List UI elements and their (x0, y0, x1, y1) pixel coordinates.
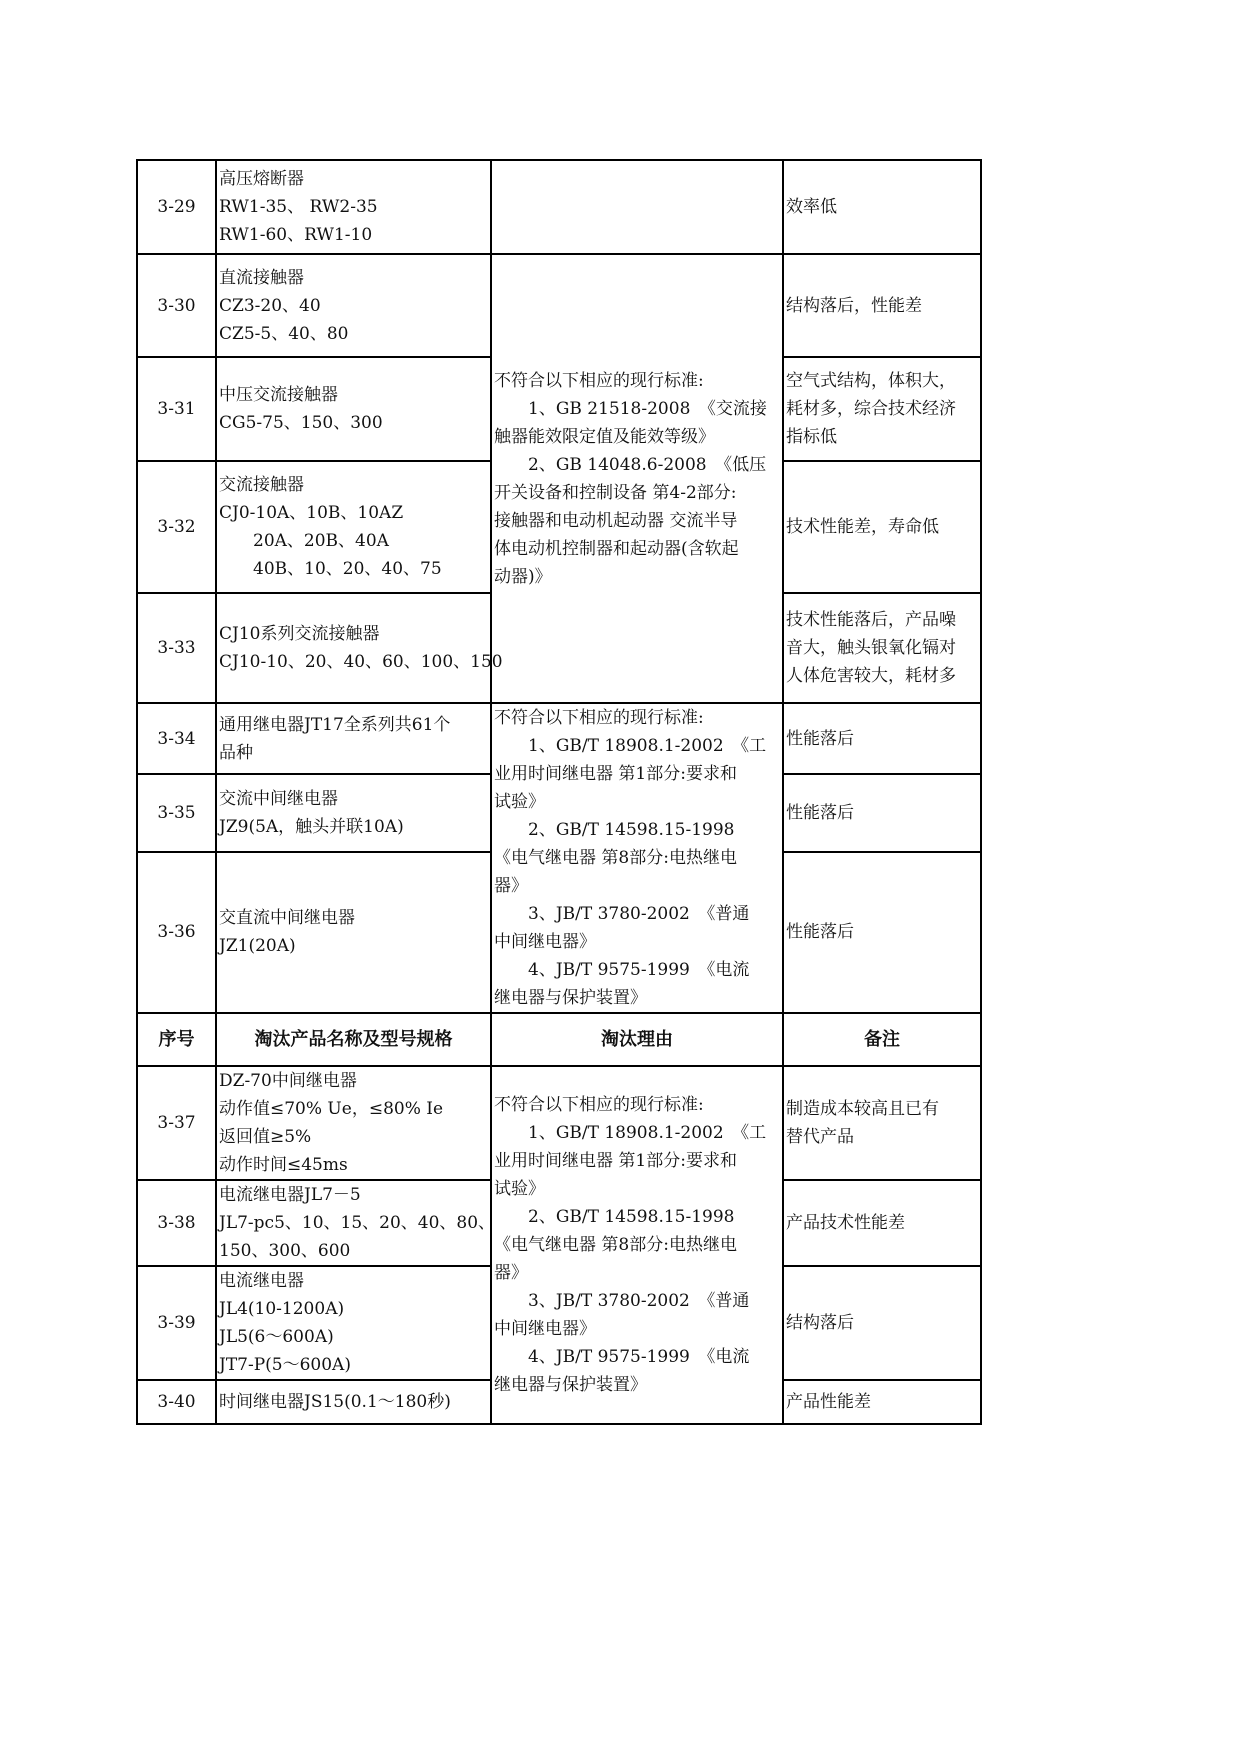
remark (783, 461, 981, 593)
eliminated-products-table (136, 159, 982, 1425)
elimination-reason-line: 开关设备和控制设备 第4-2部分: (494, 482, 737, 503)
product-name-line: CZ5-5、40、80 (219, 323, 349, 344)
remark-line: 空气式结构，体积大， (786, 371, 956, 391)
product-name-line: 动作时间≤45ms (219, 1155, 348, 1175)
remark (783, 254, 981, 357)
product-name (216, 160, 491, 254)
row-number: 3-30 (137, 254, 216, 357)
product-name-line: 交流接触器 (219, 475, 304, 495)
elimination-reason (491, 254, 783, 703)
product-name (216, 254, 491, 357)
elimination-reason-line: 2、GB/T 14598.15-1998 (494, 1207, 735, 1227)
remark-line: 技术性能落后，产品噪 (786, 610, 956, 630)
table-row (137, 160, 981, 254)
product-name-line: 交直流中间继电器 (219, 908, 355, 929)
product-name-line: 品种 (219, 742, 253, 763)
remark (783, 160, 981, 254)
elimination-reason-line: 触器能效限定值及能效等级》 (494, 426, 715, 447)
product-name-line: 时间继电器JS15(0.1～180秒) (219, 1392, 451, 1412)
remark (783, 357, 981, 461)
elimination-reason-line: 器》 (494, 876, 528, 896)
product-name-line: JL4(10-1200A) (219, 1299, 345, 1319)
product-name-line: JZ1(20A) (219, 936, 296, 957)
product-name-line: 直流接触器 (219, 267, 304, 288)
elimination-reason-line: 1、GB/T 18908.1-2002 《工 (494, 736, 767, 756)
elimination-reason-line: 《电气继电器 第8部分:电热继电 (494, 848, 737, 868)
remark-line: 耗材多，综合技术经济 (786, 399, 956, 419)
product-name (216, 774, 491, 852)
product-name-line: CJ0-10A、10B、10AZ (219, 503, 404, 523)
remark (783, 852, 981, 1013)
table-row (137, 1066, 981, 1180)
product-name (216, 1066, 491, 1180)
elimination-reason-line: 2、GB/T 14598.15-1998 (494, 820, 735, 840)
remark-line: 性能落后 (786, 922, 854, 943)
product-name-line: RW1-60、RW1-10 (219, 225, 373, 245)
row-number: 3-40 (137, 1380, 216, 1424)
elimination-reason-line: 继电器与保护装置》 (494, 1375, 647, 1395)
product-name-line: 40B、10、20、40、75 (219, 559, 442, 579)
remark (783, 774, 981, 852)
remark-line: 技术性能差，寿命低 (786, 517, 939, 537)
elimination-reason (491, 1066, 783, 1424)
row-number: 3-35 (137, 774, 216, 852)
row-number: 3-31 (137, 357, 216, 461)
product-name-line: RW1-35、 RW2-35 (219, 197, 378, 217)
elimination-reason-line: 《电气继电器 第8部分:电热继电 (494, 1235, 737, 1255)
elimination-reason-line: 不符合以下相应的现行标准: (494, 708, 704, 728)
header-name: 淘汰产品名称及型号规格 (216, 1013, 491, 1066)
table-row (137, 254, 981, 357)
header-reason: 淘汰理由 (491, 1013, 783, 1066)
elimination-reason-line: 动器)》 (494, 566, 552, 587)
remark-line: 人体危害较大，耗材多 (786, 666, 956, 686)
remark-line: 指标低 (786, 427, 837, 447)
row-number: 3-32 (137, 461, 216, 593)
product-name-line: 交流中间继电器 (219, 789, 338, 810)
elimination-reason-line: 业用时间继电器 第1部分:要求和 (494, 1151, 737, 1171)
row-number: 3-29 (137, 160, 216, 254)
product-name-line: CJ10-10、20、40、60、100、150 (219, 652, 503, 672)
remark (783, 703, 981, 774)
row-number: 3-37 (137, 1066, 216, 1180)
remark (783, 1180, 981, 1266)
remark-line: 性能落后 (786, 803, 854, 824)
product-name (216, 1266, 491, 1380)
remark (783, 1066, 981, 1180)
product-name-line: 20A、20B、40A (219, 531, 389, 551)
elimination-reason-line: 业用时间继电器 第1部分:要求和 (494, 764, 737, 784)
product-name-line: JT7-P(5～600A) (219, 1355, 351, 1375)
remark-line: 替代产品 (786, 1127, 854, 1147)
remark-line: 音大，触头银氧化镉对 (786, 638, 956, 658)
elimination-reason-line: 3、JB/T 3780-2002 《普通 (494, 1291, 750, 1311)
product-name-line: CJ10系列交流接触器 (219, 624, 380, 644)
remark-line: 性能落后 (786, 728, 854, 749)
elimination-reason-line: 4、JB/T 9575-1999 《电流 (494, 1347, 750, 1367)
elimination-reason (491, 160, 783, 254)
elimination-reason (491, 703, 783, 1013)
elimination-reason-line: 体电动机控制器和起动器(含软起 (494, 538, 739, 559)
product-name (216, 1180, 496, 1266)
product-name-line: 高压熔断器 (219, 169, 304, 189)
product-name-line: JL5(6～600A) (219, 1327, 334, 1347)
product-name-line: 动作值≤70% Ue，≤80% Ie (219, 1099, 444, 1119)
remark-line: 结构落后，性能差 (786, 295, 922, 316)
elimination-reason-line: 不符合以下相应的现行标准: (494, 370, 704, 391)
elimination-reason-line: 1、GB 21518-2008 《交流接 (494, 398, 767, 419)
product-name (216, 852, 491, 1013)
elimination-reason-line: 1、GB/T 18908.1-2002 《工 (494, 1123, 767, 1143)
remark-line: 产品技术性能差 (786, 1213, 905, 1233)
remark-line: 结构落后 (786, 1313, 854, 1333)
remark (783, 1266, 981, 1380)
header-no: 序号 (137, 1013, 216, 1066)
elimination-reason-line: 中间继电器》 (494, 932, 596, 952)
remark-line: 效率低 (786, 197, 837, 217)
remark-line: 制造成本较高且已有 (786, 1099, 939, 1119)
product-name (216, 1380, 491, 1424)
header-row (137, 1013, 981, 1066)
row-number: 3-33 (137, 593, 216, 703)
elimination-reason-line: 4、JB/T 9575-1999 《电流 (494, 960, 750, 980)
product-name-line: 返回值≥5% (219, 1127, 312, 1147)
row-number: 3-39 (137, 1266, 216, 1380)
elimination-reason-line: 2、GB 14048.6-2008 《低压 (494, 454, 767, 475)
product-name (216, 357, 491, 461)
elimination-reason-line: 中间继电器》 (494, 1319, 596, 1339)
product-name-line: JL7-pc5、10、15、20、40、80、 (219, 1213, 496, 1233)
remark-line: 产品性能差 (786, 1392, 871, 1412)
elimination-reason-line: 接触器和电动机起动器 交流半导 (494, 510, 738, 531)
row-number: 3-34 (137, 703, 216, 774)
product-name-line: JZ9(5A，触头并联10A) (219, 817, 404, 838)
product-name (216, 593, 503, 703)
elimination-reason-line: 继电器与保护装置》 (494, 988, 647, 1008)
product-name-line: 电流继电器 (219, 1271, 304, 1291)
product-name-line: 150、300、600 (219, 1241, 351, 1261)
product-name (216, 461, 491, 593)
row-number: 3-38 (137, 1180, 216, 1266)
product-name-line: 中压交流接触器 (219, 385, 338, 405)
elimination-reason-line: 不符合以下相应的现行标准: (494, 1095, 704, 1115)
elimination-reason-line: 试验》 (494, 1179, 545, 1199)
remark (783, 1380, 981, 1424)
elimination-reason-line: 3、JB/T 3780-2002 《普通 (494, 904, 750, 924)
table-row (137, 703, 981, 774)
product-name-line: 电流继电器JL7－5 (219, 1185, 361, 1205)
product-name-line: CZ3-20、40 (219, 295, 321, 316)
elimination-reason-line: 器》 (494, 1263, 528, 1283)
remark (783, 593, 981, 703)
product-name (216, 703, 491, 774)
product-name-line: 通用继电器JT17全系列共61个 (219, 714, 451, 735)
row-number: 3-36 (137, 852, 216, 1013)
elimination-reason-line: 试验》 (494, 792, 545, 812)
product-name-line: DZ-70中间继电器 (219, 1071, 357, 1091)
header-remark: 备注 (783, 1013, 981, 1066)
product-name-line: CG5-75、150、300 (219, 413, 383, 433)
